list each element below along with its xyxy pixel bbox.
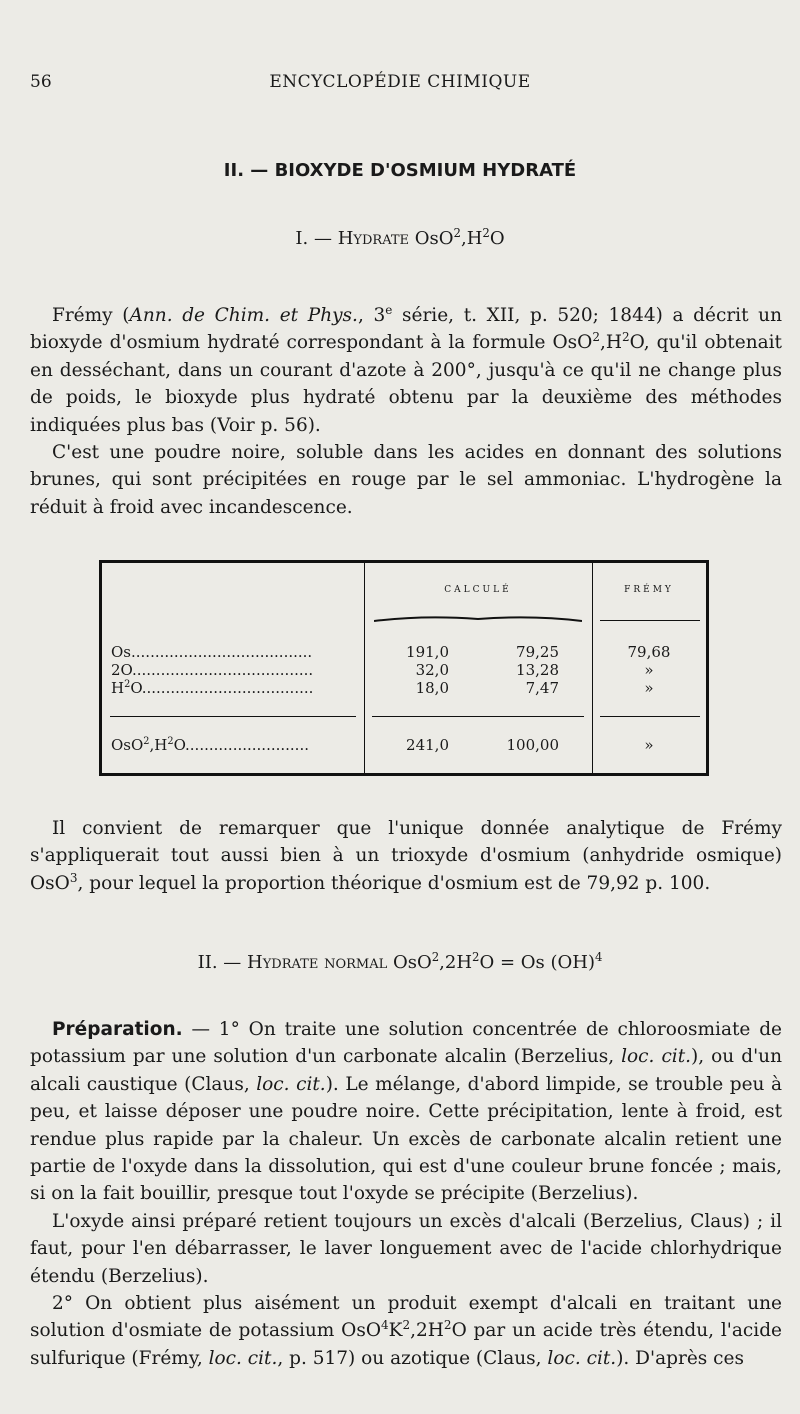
composition-table bbox=[99, 560, 709, 776]
col-header-calcule: CALCULÉ bbox=[444, 585, 512, 595]
subsection-title-2: II. — Hydrate normal $OsO^2,2H^2O = Os$ (OH)$^4$ bbox=[197, 950, 603, 973]
cell-os-weight: 191,0 bbox=[406, 643, 449, 661]
paragraph-properties: C'est une poudre noire, soluble dans les acides en donnant des solutions brunes, qui sont précipitées en rouge par le sel ammoniac. L'hydrogène la réduit à froid avec incandescence. bbox=[30, 442, 782, 518]
cell-2o-percent: 13,28 bbox=[516, 661, 559, 679]
cell-os-fremy: 79,68 bbox=[627, 643, 671, 661]
section-title: II. — BIOXYDE D'OSMIUM HYDRATÉ bbox=[223, 160, 577, 181]
cell-h2o-weight: 18,0 bbox=[415, 679, 449, 697]
col-header-fremy: FRÉMY bbox=[624, 585, 674, 595]
brace-calcule bbox=[374, 613, 582, 623]
paragraph-washing: L'oxyde ainsi préparé retient toujours un excès d'alcali (Berzelius, Claus) ; il faut, pour l'en débarrasser, le laver longuement avec de l'acide chlorhydrique étendu (Berzelius). bbox=[30, 1210, 782, 1287]
paragraph-preparation: Préparation. — 1° On traite une solution concentrée de chloroosmiate de potassium par une solution d'un carbonate alcalin (Berzelius, loc. cit.), ou d'un alcali caustique (Claus, loc. cit.). Le mélange, d'abord limpide, se trouble peu à peu, et laisse déposer une poudre noire. Cette précipitation, lente à froid, est rendue plus rapide par la chaleur. Un excès de carbonate alcalin retient une partie de l'oxyde dans la dissolution, qui est d'une couleur brune foncée ; mais, si on la fait bouillir, presque tout l'oxyde se précipite (Berzelius). bbox=[30, 1019, 782, 1205]
cell-h2o-fremy: » bbox=[644, 679, 654, 697]
cell-total-fremy: » bbox=[644, 736, 654, 754]
body-text-2 bbox=[30, 815, 782, 897]
body-text-1 bbox=[30, 302, 782, 521]
cell-2o-fremy: » bbox=[644, 661, 654, 679]
page-number: 56 bbox=[30, 72, 52, 92]
row-label-h2o: $H^2O$.................................... bbox=[111, 679, 314, 697]
row-label-os: Os...................................... bbox=[111, 643, 313, 661]
cell-h2o-percent: 7,47 bbox=[525, 679, 559, 697]
paragraph-method-2: 2° On obtient plus aisément un produit exempt d'alcali en traitant une solution d'osmiate de potassium $OsO^4K^2,2H^2O$ par un acide très étendu, l'acide sulfurique (Frémy, loc. cit., p. 517) ou azotique (Claus, loc. cit.). D'après ces bbox=[30, 1293, 782, 1369]
page-header bbox=[30, 72, 770, 98]
cell-total-weight: 241,0 bbox=[406, 736, 449, 754]
fremy-rule bbox=[600, 620, 700, 621]
cell-os-percent: 79,25 bbox=[516, 643, 559, 661]
row-label-2o: 2O...................................... bbox=[111, 661, 314, 679]
cell-2o-weight: 32,0 bbox=[415, 661, 449, 679]
cell-total-percent: 100,00 bbox=[506, 736, 559, 754]
subsection-title-1: I. — Hydrate $OsO^2,H^2O$ bbox=[295, 226, 505, 249]
paragraph-fremy: Frémy (Ann. de Chim. et Phys., 3e série, t. XII, p. 520; 1844) a décrit un bioxyde d'osmium hydraté correspondant à la formule $OsO^2,H^2O$, qu'il obtenait en desséchant, dans un courant d'azote à 200°, jusqu'à ce qu'il ne change plus de poids, le bioxyde plus hydraté obtenu par la deuxième des méthodes indiquées plus bas (Voir p. 56). bbox=[30, 302, 782, 436]
body-text-3 bbox=[30, 1016, 782, 1372]
row-label-total: $OsO^2,H^2O$.......................... bbox=[111, 736, 309, 754]
paragraph-remark: Il convient de remarquer que l'unique donnée analytique de Frémy s'appliquerait tout aussi bien à un trioxyde d'osmium (anhydride osmique) OsO$^3$, pour lequel la proportion théorique d'osmium est de 79,92 p. 100. bbox=[30, 818, 782, 894]
running-title: ENCYCLOPÉDIE CHIMIQUE bbox=[269, 72, 531, 92]
